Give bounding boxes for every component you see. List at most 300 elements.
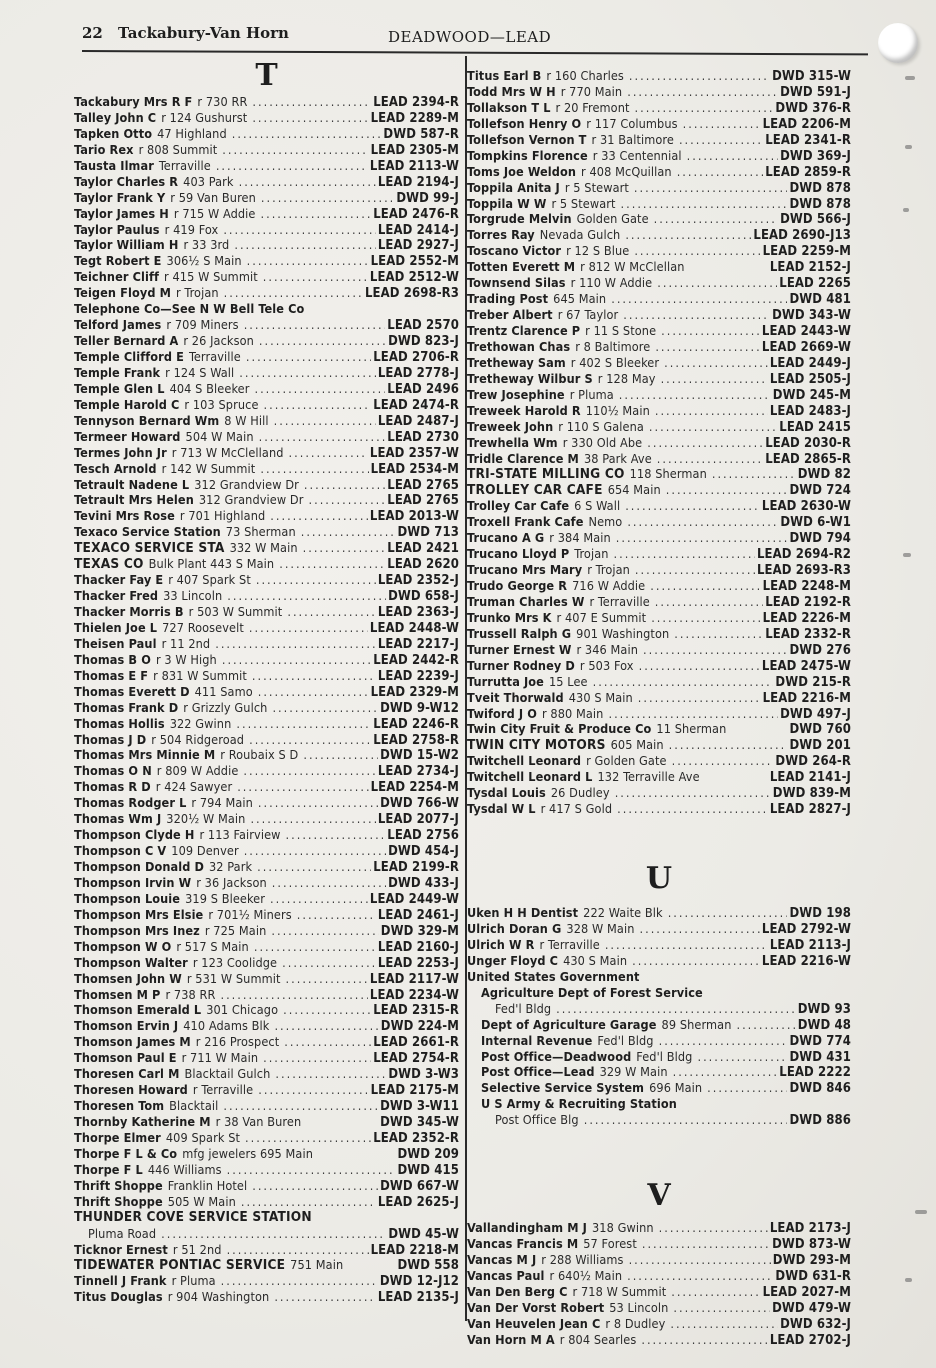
listing-phone: LEAD 2421	[387, 541, 459, 557]
listing-address: r 730 RR	[197, 94, 248, 109]
listing-entry	[74, 126, 459, 142]
listing-address: r 117 Columbus	[586, 115, 678, 131]
listing-entry	[467, 626, 851, 642]
listing-phone: LEAD 2414-J	[377, 222, 459, 238]
listing-address: 320½ W Main	[166, 811, 246, 827]
leader-dots	[661, 371, 768, 387]
listing-address: r Pluma	[171, 1273, 216, 1289]
listing-address: 329 W Main	[599, 1064, 668, 1080]
listing-name: Twitchell Leonard	[467, 753, 582, 769]
listing-phone: LEAD 2778-J	[377, 365, 459, 381]
listing-phone: DWD 264-R	[775, 754, 851, 770]
listing-name: Trussell Ralph G	[467, 625, 572, 641]
leader-dots	[227, 1242, 369, 1258]
listing-address: r 124 Gushurst	[161, 109, 248, 125]
leader-dots	[232, 126, 382, 142]
listing-address: r 711 W Main	[181, 1050, 259, 1066]
listing-phone: LEAD 2192-R	[765, 594, 851, 610]
listing-address: 696 Main	[649, 1080, 703, 1096]
listing-entry	[467, 546, 851, 562]
listing-entry	[74, 1273, 459, 1289]
listing-list	[467, 905, 851, 1128]
listing-address: 751 Main	[290, 1257, 344, 1273]
leader-dots	[623, 307, 770, 323]
leader-dots	[250, 811, 375, 827]
leader-dots	[301, 524, 396, 540]
listing-address: Fed'l Bldg	[597, 1032, 654, 1048]
listing-phone: LEAD 2693-R3	[756, 563, 851, 579]
listing-phone: LEAD 2669-W	[761, 339, 851, 355]
listing-phone: LEAD 2730	[387, 429, 459, 445]
listing-entry	[74, 524, 459, 540]
listing-phone: LEAD 2194-J	[377, 174, 459, 190]
listing-address: 446 Williams	[147, 1161, 222, 1177]
listing-address: r 128 May	[597, 370, 656, 386]
leader-dots	[247, 253, 369, 269]
listing-entry	[74, 508, 459, 524]
listing-name: Thompson W O	[74, 938, 172, 954]
listing-phone: DWD 343-W	[772, 308, 851, 324]
leader-dots	[223, 222, 376, 238]
listing-phone: LEAD 2448-W	[369, 620, 459, 636]
leader-dots	[252, 1178, 378, 1194]
listing-address: r 33 Centennial	[592, 147, 682, 163]
page-range: Tackabury-Van Horn	[118, 24, 289, 42]
listing-entry	[74, 1257, 459, 1273]
leader-dots	[654, 211, 778, 227]
listing-entry	[467, 1300, 851, 1316]
listing-entry	[74, 1242, 459, 1258]
listing-name: Toppila W W	[467, 195, 547, 211]
leader-dots	[629, 1252, 771, 1268]
leader-dots	[161, 1226, 386, 1242]
listing-address: 15 Lee	[548, 673, 588, 689]
listing-name: Thomson Ervin J	[74, 1018, 179, 1034]
listing-phone: LEAD 2248-M	[762, 579, 851, 594]
listing-entry	[74, 492, 459, 508]
leader-dots	[627, 514, 778, 530]
leader-dots	[640, 921, 760, 937]
listing-phone: DWD 376-R	[775, 100, 851, 116]
listing-name: Thompson Irvin W	[74, 874, 192, 890]
leader-dots	[639, 658, 760, 674]
listing-name: Torres Ray	[467, 227, 535, 243]
listing-address: Terraville	[188, 349, 241, 364]
listing-phone: LEAD 2113-J	[769, 937, 851, 953]
listing-entry	[74, 174, 459, 190]
listing-entry	[74, 732, 459, 748]
listing-phone: LEAD 2352-J	[377, 573, 459, 589]
listing-entry	[467, 1001, 851, 1017]
listing-address: 6 S Wall	[574, 498, 621, 514]
listing-entry	[467, 355, 851, 371]
listing-phone: DWD 566-J	[780, 212, 851, 228]
listing-phone: LEAD 2694-R2	[756, 547, 851, 563]
listing-name: Thielen Joe L	[74, 619, 158, 635]
listing-entry	[467, 227, 851, 243]
leader-dots	[227, 588, 386, 604]
listing-address: r Golden Gate	[586, 753, 667, 769]
listing-entry	[74, 237, 459, 253]
listing-address: r 725 Main	[204, 922, 267, 938]
listing-phone: LEAD 2253-J	[377, 955, 459, 971]
listing-name: Torgrude Melvin	[467, 211, 572, 227]
listing-name: Tetrault Mrs Helen	[74, 492, 194, 508]
listing-phone: DWD 846	[789, 1081, 851, 1097]
listing-entry	[74, 158, 459, 174]
listing-name: Twiford J O	[467, 705, 537, 721]
leader-dots	[261, 206, 372, 222]
leader-dots	[297, 907, 376, 923]
listing-name: Todd Mrs W H	[467, 83, 556, 99]
listing-address: Blacktail	[169, 1098, 219, 1114]
listing-address: r 5 Stewart	[564, 179, 629, 195]
listing-name: U S Army & Recruiting Station	[481, 1096, 677, 1112]
listing-entry	[467, 1064, 851, 1080]
leader-dots	[272, 875, 386, 891]
listing-entry	[74, 556, 459, 572]
listing-name: Teichner Cliff	[74, 269, 160, 285]
listing-entry	[74, 1130, 459, 1146]
listing-entry	[467, 785, 851, 801]
listing-name: Van Horn M A	[467, 1331, 555, 1347]
listing-phone: DWD 293-M	[772, 1253, 851, 1269]
leader-dots	[286, 971, 368, 987]
leader-dots	[303, 747, 378, 763]
listing-entry	[467, 530, 851, 546]
listing-entry	[467, 498, 851, 514]
listing-name: Selective Service System	[481, 1080, 645, 1096]
listing-address: r 904 Washington	[167, 1289, 270, 1305]
listing-phone: LEAD 2505-J	[769, 371, 851, 387]
listing-address: 118 Sherman	[629, 466, 707, 482]
margin-mark	[903, 553, 911, 557]
listing-entry	[467, 610, 851, 626]
listing-phone: DWD 587-R	[383, 126, 459, 142]
leader-dots	[252, 110, 368, 126]
listing-phone: DWD 245-M	[772, 387, 851, 403]
listing-address: 901 Washington	[576, 625, 670, 641]
listing-address: r 11 2nd	[161, 635, 211, 651]
listing-address: r 33 3rd	[183, 237, 230, 253]
listing-entry	[467, 969, 851, 985]
listing-name: Van Den Berg C	[467, 1283, 568, 1299]
listing-address: r 419 Fox	[164, 221, 219, 237]
listing-phone: LEAD 2239-J	[377, 668, 459, 684]
listing-address: 319 S Bleeker	[185, 890, 266, 906]
listing-phone: DWD 632-J	[780, 1316, 851, 1332]
listing-phone: LEAD 2702-J	[769, 1332, 851, 1348]
listing-phone: DWD 315-W	[772, 69, 851, 84]
listing-address: r Terraville	[192, 1082, 254, 1098]
listing-address: r 110 W Addie	[570, 275, 653, 291]
listing-name: Taylor Frank Y	[74, 189, 166, 205]
listing-address: r Terraville	[589, 593, 650, 609]
listing-phone: LEAD 2329-M	[370, 684, 459, 700]
listing-name: Thornby Katherine M	[74, 1114, 211, 1129]
listing-entry	[74, 636, 459, 652]
listing-phone: LEAD 2206-M	[762, 116, 851, 132]
listing-phone: DWD 631-R	[775, 1269, 851, 1284]
listing-entry	[467, 1080, 851, 1096]
listing-name: Thoresen Howard	[74, 1082, 188, 1098]
listing-name: Troxell Frank Cafe	[467, 514, 584, 530]
listing-name: Termes John Jr	[74, 444, 167, 460]
listing-entry	[467, 435, 851, 451]
listing-name: Internal Revenue	[481, 1032, 593, 1048]
listing-entry	[74, 413, 459, 429]
listing-name: Trudo George R	[467, 578, 568, 593]
listing-name: Thomsen M P	[74, 986, 161, 1002]
listing-address: r 160 Charles	[546, 68, 624, 83]
listing-address: 132 Terraville Ave	[597, 769, 700, 785]
listing-address: r 113 Fairview	[199, 827, 281, 843]
listing-phone: LEAD 2030-R	[765, 435, 851, 451]
listing-address: 504 W Main	[185, 428, 254, 444]
listing-name: Tesch Arnold	[74, 460, 157, 476]
listing-phone: DWD 198	[789, 906, 851, 922]
listing-address: 328 W Main	[566, 921, 635, 936]
listing-name: Thomas J D	[74, 731, 147, 747]
listing-address: r 517 S Main	[176, 938, 249, 954]
listing-phone: DWD 886	[789, 1113, 851, 1129]
listing-entry	[74, 1002, 459, 1018]
listing-entry	[74, 779, 459, 795]
listing-address: r Trojan	[587, 562, 630, 578]
leader-dots	[220, 987, 367, 1003]
section-letter-u: U	[645, 861, 673, 897]
leader-dots	[605, 937, 768, 953]
listing-entry	[467, 211, 851, 227]
listing-entry	[74, 1066, 459, 1082]
listing-address: r 424 Sawyer	[155, 779, 233, 795]
listing-phone: LEAD 2160-J	[377, 939, 459, 955]
leader-dots	[279, 556, 385, 572]
listing-address: r 67 Taylor	[557, 307, 619, 323]
listing-list	[74, 94, 459, 1305]
listing-phone: DWD 481	[789, 292, 851, 308]
leader-dots	[673, 1300, 770, 1316]
listing-entry	[467, 769, 851, 785]
listing-entry	[74, 891, 459, 907]
listing-entry	[467, 1033, 851, 1049]
listing-name: Thomas Wm J	[74, 811, 162, 827]
leader-dots	[643, 642, 787, 658]
listing-address: 404 S Bleeker	[169, 380, 250, 396]
listing-phone: DWD 433-J	[388, 875, 459, 891]
listing-address: r 36 Jackson	[196, 874, 267, 890]
listing-phone: LEAD 2570	[387, 318, 459, 334]
listing-address: Fed'l Bldg	[636, 1048, 693, 1064]
leader-dots	[239, 365, 376, 381]
listing-phone: DWD 345-W	[380, 1115, 459, 1130]
listing-phone: DWD 93	[797, 1001, 851, 1017]
listing-entry	[74, 142, 459, 158]
listing-address: r 415 W Summit	[164, 269, 258, 285]
listing-phone: LEAD 2483-J	[769, 403, 851, 419]
listing-address: r 417 S Gold	[540, 801, 613, 817]
listing-phone: DWD 667-W	[380, 1178, 459, 1194]
listing-list	[467, 68, 851, 817]
leader-dots	[608, 706, 778, 722]
listing-phone: LEAD 2217-J	[377, 636, 459, 652]
listing-entry	[467, 403, 851, 419]
listing-name: Titus Douglas	[74, 1289, 163, 1305]
listing-entry	[467, 180, 851, 196]
listing-name: Titus Earl B	[467, 68, 542, 83]
leader-dots	[687, 148, 778, 164]
listing-phone: DWD 15-W2	[380, 748, 459, 764]
listing-name: Tretheway Sam	[467, 354, 566, 370]
listing-name: Thrift Shoppe	[74, 1193, 163, 1209]
listing-entry	[467, 514, 851, 530]
listing-address: r 59 Van Buren	[170, 189, 256, 205]
listing-name: Temple Frank	[74, 364, 161, 380]
listing-entry	[467, 1049, 851, 1065]
listing-name: Thomas Frank D	[74, 699, 179, 715]
listing-entry	[467, 1220, 851, 1236]
listing-phone: LEAD 2461-J	[377, 907, 459, 923]
leader-dots	[216, 158, 368, 174]
leader-dots	[642, 1236, 770, 1252]
leader-dots	[236, 716, 371, 732]
listing-phone: DWD 497-J	[780, 706, 851, 722]
listing-phone: DWD 873-W	[772, 1237, 851, 1253]
listing-name: Taylor James H	[74, 205, 169, 221]
leader-dots	[287, 604, 376, 620]
listing-entry	[74, 1162, 459, 1178]
leader-dots	[625, 227, 751, 243]
listing-address: 57 Forest	[583, 1236, 637, 1252]
listing-phone: LEAD 2476-R	[373, 206, 459, 222]
listing-name: Trentz Clarence P	[467, 323, 581, 338]
leader-dots	[634, 180, 788, 196]
listing-phone: DWD 760	[789, 722, 851, 738]
listing-phone: LEAD 2827-J	[769, 802, 851, 818]
listing-address: r 812 W McClellan	[580, 259, 685, 275]
leader-dots	[650, 578, 760, 594]
listing-phone: DWD 479-W	[772, 1300, 851, 1316]
listing-phone: LEAD 2625-J	[377, 1194, 459, 1210]
listing-entry	[74, 716, 459, 732]
listing-entry	[74, 190, 459, 206]
listing-name: Treber Albert	[467, 307, 553, 323]
listing-entry	[74, 572, 459, 588]
listing-name: Thoresen Tom	[74, 1098, 165, 1114]
listing-entry	[467, 801, 851, 817]
listing-entry	[74, 285, 459, 301]
leader-dots	[239, 174, 376, 190]
page-number: 22	[82, 24, 103, 42]
listing-name: Toppila Anita J	[467, 179, 560, 195]
leader-dots	[257, 859, 371, 875]
listing-address: 716 W Addie	[572, 578, 646, 593]
listing-phone: LEAD 2117-W	[369, 971, 459, 987]
leader-dots	[274, 413, 376, 429]
listing-entry	[467, 291, 851, 307]
listing-address: r Pluma	[569, 386, 614, 402]
leader-dots	[282, 955, 376, 971]
listing-phone: LEAD 2449-J	[769, 355, 851, 371]
listing-name: Thomas Hollis	[74, 715, 165, 731]
listing-name: Tario Rex	[74, 141, 134, 157]
listing-name: Thompson Mrs Inez	[74, 922, 200, 938]
listing-entry	[467, 387, 851, 403]
listing-address: r 110 S Galena	[558, 418, 644, 434]
listing-name: Tackabury Mrs R F	[74, 94, 193, 109]
leader-dots	[707, 1080, 787, 1096]
listing-phone: LEAD 2442-R	[373, 652, 459, 668]
listing-name: Talley John C	[74, 109, 157, 125]
listing-phone: LEAD 2758-R	[373, 732, 459, 748]
listing-entry	[74, 827, 459, 843]
listing-entry	[74, 349, 459, 365]
listing-entry	[74, 477, 459, 493]
listing-address: r Grizzly Gulch	[183, 699, 268, 715]
listing-entry	[74, 620, 459, 636]
leader-dots	[275, 1066, 386, 1082]
listing-name: TEXAS CO	[74, 556, 144, 573]
leader-dots	[697, 1049, 787, 1065]
leader-dots	[584, 1112, 788, 1128]
listing-phone: LEAD 2013-W	[369, 509, 459, 525]
listing-name: Thompson Donald D	[74, 859, 204, 874]
listing-name: Tennyson Bernard Wm	[74, 412, 220, 428]
listing-name: Totten Everett M	[467, 259, 576, 275]
listing-phone: LEAD 2394-R	[373, 95, 459, 110]
leader-dots	[245, 1130, 371, 1146]
leader-dots	[258, 684, 369, 700]
leader-dots	[237, 779, 368, 795]
listing-name: Truman Charles W	[467, 593, 585, 609]
listing-entry	[74, 668, 459, 684]
listing-phone: LEAD 2173-J	[769, 1221, 851, 1237]
listing-address: r 51 2nd	[172, 1241, 222, 1257]
listing-entry	[74, 795, 459, 811]
listing-name: Toscano Victor	[467, 243, 562, 259]
leader-dots	[221, 1273, 378, 1289]
leader-dots	[304, 477, 385, 493]
leader-dots	[274, 1289, 376, 1305]
listing-address: r 346 Main	[576, 641, 639, 657]
leader-dots	[672, 753, 774, 769]
listing-address: Fed'l Bldg	[495, 1000, 552, 1016]
listing-address: 312 Grandview Dr	[194, 476, 299, 492]
leader-dots	[284, 1034, 371, 1050]
listing-address: 645 Main	[553, 291, 607, 307]
leader-dots	[254, 939, 376, 955]
listing-entry	[74, 445, 459, 461]
listing-entry	[74, 317, 459, 333]
listing-entry	[74, 1210, 459, 1226]
leader-dots	[677, 164, 764, 180]
listing-phone: LEAD 2152-J	[769, 260, 851, 276]
listing-name: Taylor Paulus	[74, 221, 160, 237]
listing-entry	[74, 763, 459, 779]
listing-name: Tollefson Vernon T	[467, 131, 587, 147]
listing-address: Post Office Blg	[495, 1112, 579, 1128]
listing-entry	[467, 1096, 851, 1112]
listing-phone: DWD 766-W	[380, 796, 459, 812]
listing-name: Trucano Lloyd P	[467, 546, 570, 562]
listing-phone: DWD 9-W12	[380, 700, 459, 716]
leader-dots	[635, 562, 755, 578]
listing-name: Thorpe F L & Co	[74, 1145, 178, 1161]
listing-address: r 701½ Miners	[208, 906, 292, 922]
listing-list	[467, 1220, 851, 1348]
listing-entry	[74, 1114, 459, 1130]
listing-phone: LEAD 2226-M	[762, 610, 851, 626]
